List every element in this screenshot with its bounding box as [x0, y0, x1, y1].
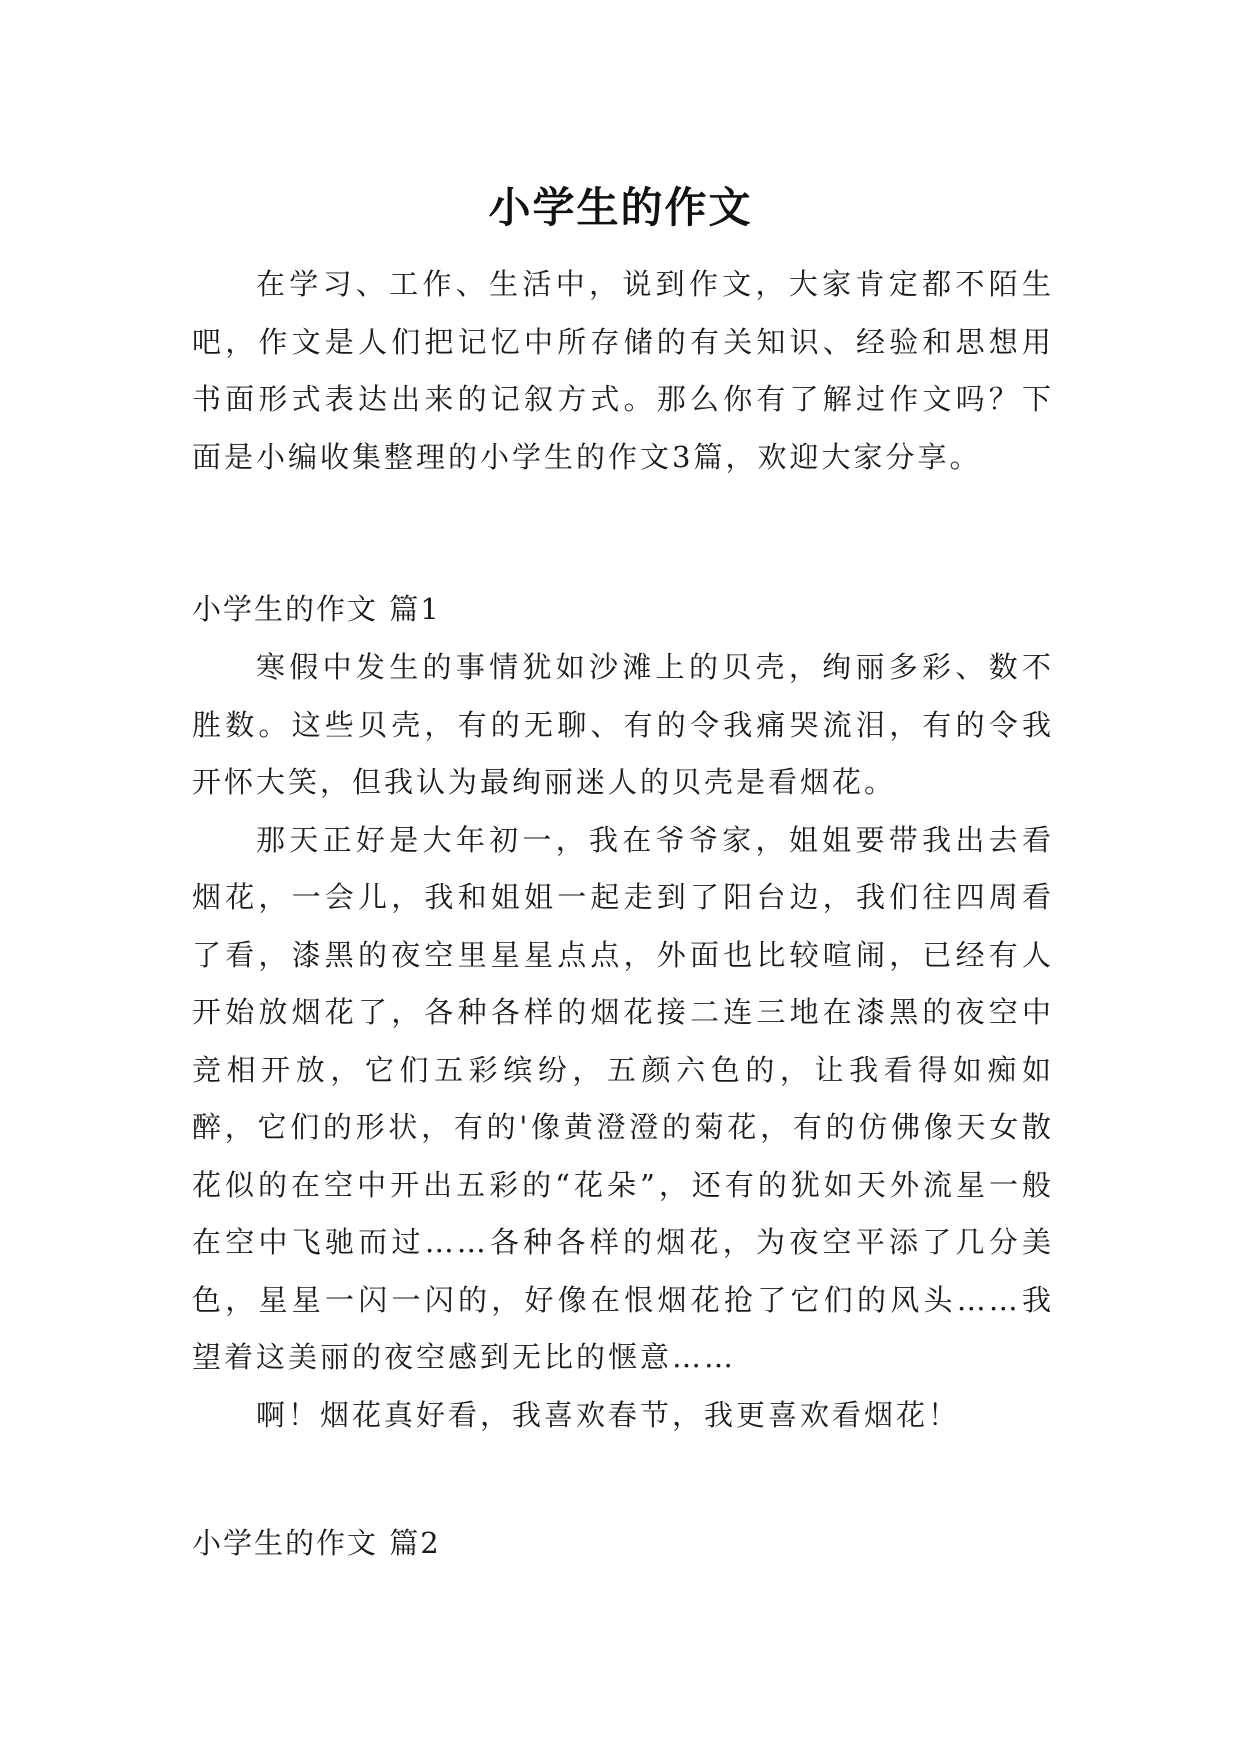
section-1-paragraph-3: 啊！烟花真好看，我喜欢春节，我更喜欢看烟花！: [256, 1397, 961, 1432]
document-title: 小学生的作文: [488, 183, 753, 233]
intro-paragraph: 在学习、工作、生活中，说到作文，大家肯定都不陌生吧，作文是人们把记忆中所存储的有关知识、经验和思想用书面形式表达出来的记叙方式。那么你有了解过作文吗？下面是小编收集整理的小学生的作文3篇，欢迎大家分享。: [192, 267, 1054, 474]
section-1-paragraph-1: 寒假中发生的事情犹如沙滩上的贝壳，绚丽多彩、数不胜数。这些贝壳，有的无聊、有的令我痛哭流泪，有的令我开怀大笑，但我认为最绚丽迷人的贝壳是看烟花。: [192, 650, 1054, 799]
section-1-body: [192, 639, 1054, 1444]
section-1-paragraph-2: 那天正好是大年初一，我在爷爷家，姐姐要带我出去看烟花，一会儿，我和姐姐一起走到了阳台边，我们往四周看了看，漆黑的夜空里星星点点，外面也比较喧闹，已经有人开始放烟花了，各种各样的烟花接二连三地在漆黑的夜空中竞相开放，它们五彩缤纷，五颜六色的，让我看得如痴如醉，它们的形状，有的'像黄澄澄的菊花，有的仿佛像天女散花似的在空中开出五彩的“花朵”，还有的犹如天外流星一般在空中飞驰而过……各种各样的烟花，为夜空平添了几分美色，星星一闪一闪的，好像在恨烟花抢了它们的风头……我望着这美丽的夜空感到无比的惬意……: [192, 822, 1054, 1374]
section-1-heading: 小学生的作文 篇1: [192, 592, 441, 626]
intro-block: [192, 256, 1054, 486]
section-2-heading: 小学生的作文 篇2: [192, 1526, 441, 1560]
